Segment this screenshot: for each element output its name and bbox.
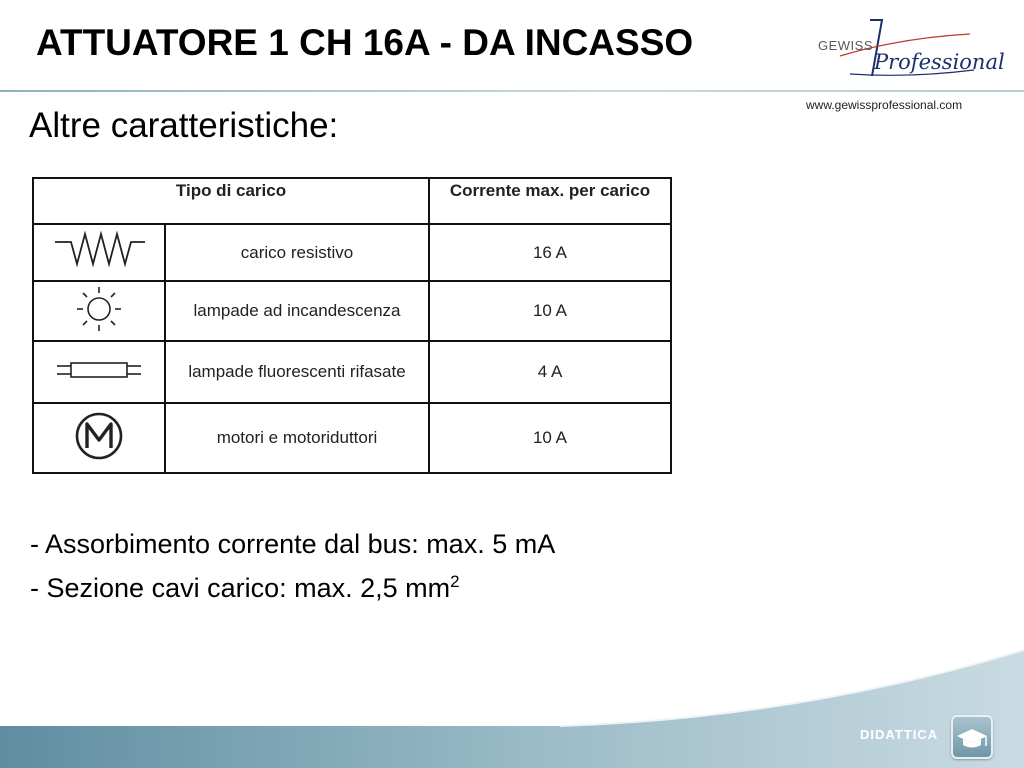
graduation-cap-icon[interactable] (951, 715, 993, 759)
table-row (33, 341, 671, 403)
bullet-list (30, 522, 555, 610)
bullet-cable-section (30, 566, 555, 610)
table-row (33, 224, 671, 281)
table-header-row (33, 178, 671, 224)
motor-icon (71, 410, 127, 462)
gewiss-professional-logo (810, 16, 1005, 86)
symbol-cell (33, 403, 165, 473)
superscript-two: 2 (450, 572, 460, 591)
header-load-type: Tipo di carico (33, 178, 429, 224)
load-type-cell: lampade fluorescenti rifasate (165, 341, 429, 403)
footer-band (0, 648, 1024, 768)
logo-brand: GEWISS (818, 38, 874, 53)
table-row (33, 403, 671, 473)
symbol-cell (33, 341, 165, 403)
footer-label: DIDATTICA (860, 727, 939, 742)
slide-title: ATTUATORE 1 CH 16A - DA INCASSO (36, 22, 694, 63)
fluorescent-tube-icon (49, 355, 149, 385)
bullet-cable-section-text: - Sezione cavi carico: max. 2,5 mm (30, 573, 451, 603)
max-current-cell: 10 A (429, 281, 671, 341)
slide-subtitle: Altre caratteristiche: (29, 106, 339, 145)
logo-website: www.gewissprofessional.com (806, 98, 963, 112)
logo-product: Professional (874, 50, 1005, 74)
load-table (32, 177, 672, 474)
symbol-cell (33, 224, 165, 281)
load-type-cell: motori e motoriduttori (165, 403, 429, 473)
bullet-bus-current: - Assorbimento corrente dal bus: max. 5 mA (30, 529, 556, 559)
load-type-cell: carico resistivo (165, 224, 429, 281)
lamp-icon (69, 284, 129, 334)
header-divider (0, 90, 1024, 92)
symbol-cell (33, 281, 165, 341)
load-type-cell: lampade ad incandescenza (165, 281, 429, 341)
max-current-cell: 4 A (429, 341, 671, 403)
max-current-cell: 10 A (429, 403, 671, 473)
table-row (33, 281, 671, 341)
resistor-icon (49, 228, 149, 272)
header-max-current: Corrente max. per carico (429, 178, 671, 224)
max-current-cell: 16 A (429, 224, 671, 281)
